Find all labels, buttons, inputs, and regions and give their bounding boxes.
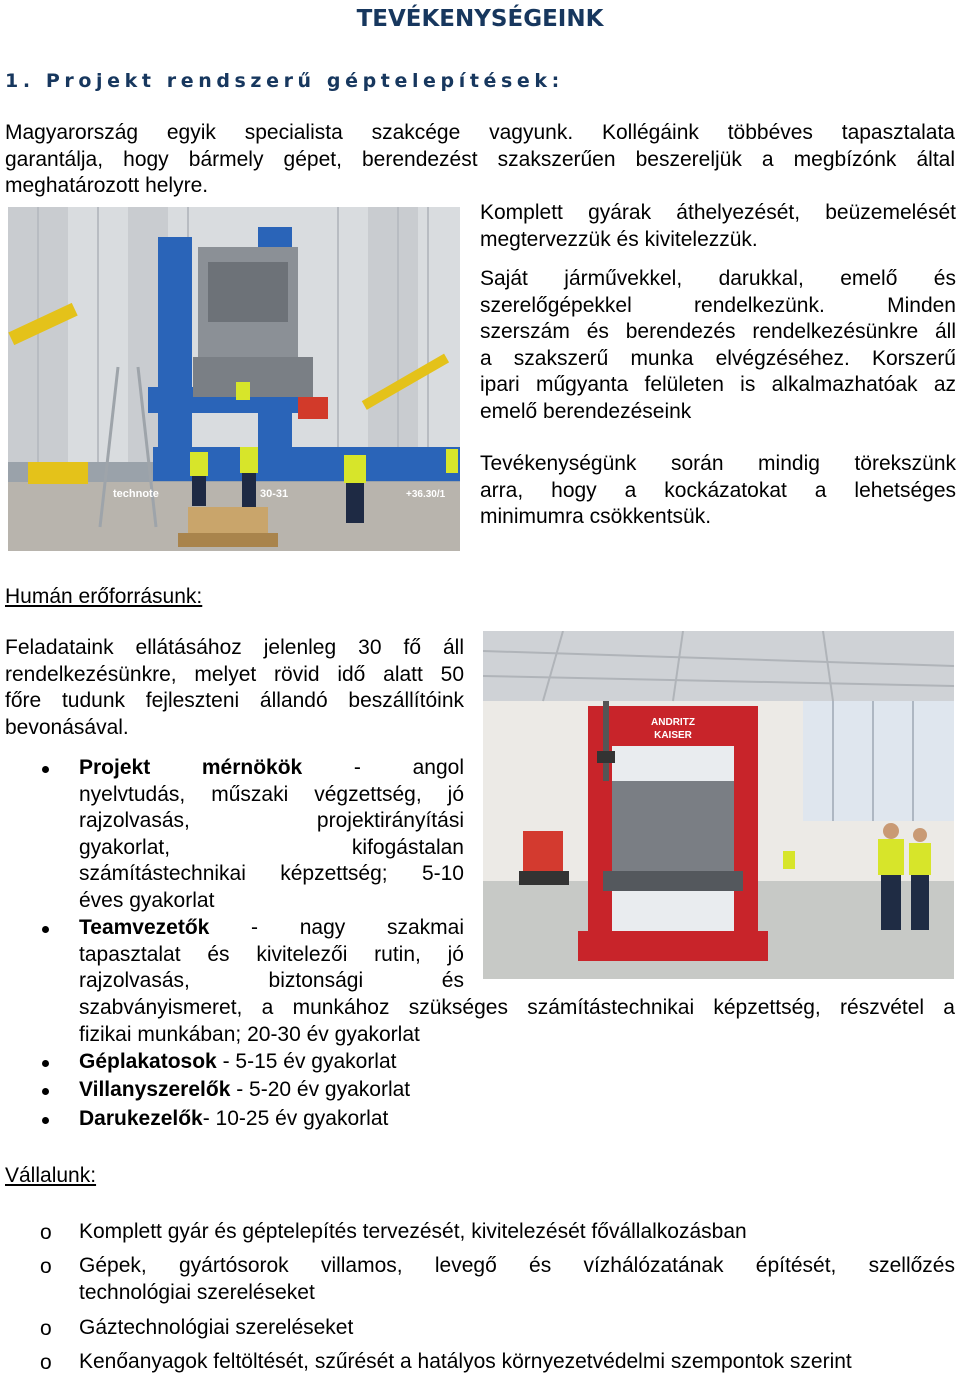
photo1-sign-text: technote [113,488,159,500]
right-paragraph-1 [480,201,956,254]
section-heading-human-resources: Humán erőforrásunk: [5,585,203,608]
role-desc: - 5-15 év gyakorlat [216,1050,397,1073]
section-heading-we-undertake: Vállalunk: [5,1164,97,1187]
bullet-project-engineers [79,756,464,915]
bullet-dot [42,766,49,773]
bullet-team-leaders-continued [79,996,955,1049]
role-name: Teamvezetők [79,916,210,939]
text-line: Feladataink ellátásához jelenleg 30 fő áll [5,636,464,659]
text-line: Kenőanyagok feltöltését, szűrését a hatályos környezetvédelmi szempontok szerint [79,1350,852,1373]
text-line: Komplett gyár és géptelepítés tervezését, kivitelezését fővállalkozásban [79,1220,747,1243]
section-heading-projects: 1. Projekt rendszerű géptelepítések: [5,70,564,92]
press-machine-photo [483,631,954,979]
bullet-dot [42,926,49,933]
intro-paragraph [5,121,955,201]
bullet-circle: o [40,1255,52,1278]
text-line: rendelkezésünkre, melyet rövid idő alatt 50 [5,662,464,686]
role-desc: - 10-25 év gyakorlat [202,1107,389,1130]
text-line: meghatározott helyre. [5,174,209,197]
photo1-sign-number: 30-31 [260,488,289,500]
bullet-team-leaders [79,916,464,996]
text-line: tapasztalat és kivitelezői rutin, jó [79,942,464,966]
service-item [79,1254,955,1307]
bullet-circle: o [40,1351,52,1374]
text-line: megtervezzük és kivitelezzük. [480,227,758,251]
hr-intro-paragraph [5,636,464,742]
text-line: technológiai szereléseket [79,1280,315,1304]
text-line: arra, hogy a kockázatokat a lehetséges [480,478,956,502]
bullet-circle: o [40,1317,52,1340]
text-line: Magyarország egyik specialista szakcége vagyunk. Kollégáink többéves tapasztalata [5,121,955,144]
text-line: Gáztechnológiai szereléseket [79,1316,354,1339]
bullet-dot [42,1060,49,1067]
text-line: ipari műgyanta felületen is alkalmazhatóak az [480,373,956,396]
service-item [79,1316,955,1343]
role-name: Villanyszerelők [79,1078,231,1101]
right-paragraph-2 [480,267,956,426]
text-line: Tevékenységünk során mindig törekszünk [480,452,956,475]
service-item [79,1350,955,1377]
text-line [79,756,464,783]
role-desc: - 5-20 év gyakorlat [230,1078,411,1101]
text-line: számítástechnikai képzettség; 5-10 [79,862,464,885]
bullet-fitters [79,1050,397,1074]
bullet-dot [42,1117,49,1124]
role-name: Géplakatosok [79,1050,217,1073]
bullet-electricians [79,1078,410,1102]
role-desc: - nagy szakmai [209,916,464,939]
text-line: szerelőgépekkel rendelkezünk. Minden [480,293,956,317]
text-line: bevonásával. [5,715,129,739]
text-line: főre tudunk fejleszteni állandó beszállítóink [5,689,464,712]
text-line: emelő berendezéseink [480,399,692,423]
photo2-brand-line1: ANDRITZ [651,717,695,728]
bullet-crane-operators [79,1107,388,1131]
text-line: Saját járművekkel, darukkal, emelő és [480,267,956,290]
photo1-sign-phone: +36.30/1 [406,489,446,500]
service-item [79,1220,955,1247]
text-line: rajzolvasás, biztonsági és [79,969,464,992]
text-line: Komplett gyárak áthelyezését, beüzemelését [480,201,956,224]
role-name: Projekt mérnökök [79,756,303,779]
right-paragraph-3 [480,452,956,532]
text-line [79,916,464,943]
text-line: éves gyakorlat [79,888,215,912]
text-line: garantálja, hogy bármely gépet, berendezést szakszerűen beszereljük a megbízónk által [5,147,955,171]
text-line: fizikai munkában; 20-30 év gyakorlat [79,1022,420,1046]
bullet-circle: o [40,1221,52,1244]
role-desc: - angol [302,756,464,779]
photo2-brand-line2: KAISER [654,730,692,741]
installation-photo [8,207,460,551]
text-line: Gépek, gyártósorok villamos, levegő és vízhálózatának építését, szellőzés [79,1254,955,1277]
page-title: TEVÉKENYSÉGEINK [356,6,604,32]
text-line: a szakszerű munka elvégzéséhez. Korszerű [480,346,956,370]
text-line: szabványismeret, a munkához szükséges számítástechnikai képzettség, részvétel a [79,996,955,1019]
text-line: nyelvtudás, műszaki végzettség, jó [79,782,464,806]
text-line: rajzolvasás, projektirányítási [79,809,464,832]
role-name: Darukezelők [79,1107,203,1130]
text-line: szerszám és berendezés rendelkezésünkre áll [480,320,956,343]
text-line: gyakorlat, kifogástalan [79,835,464,859]
bullet-dot [42,1088,49,1095]
text-line: minimumra csökkentsük. [480,505,712,528]
